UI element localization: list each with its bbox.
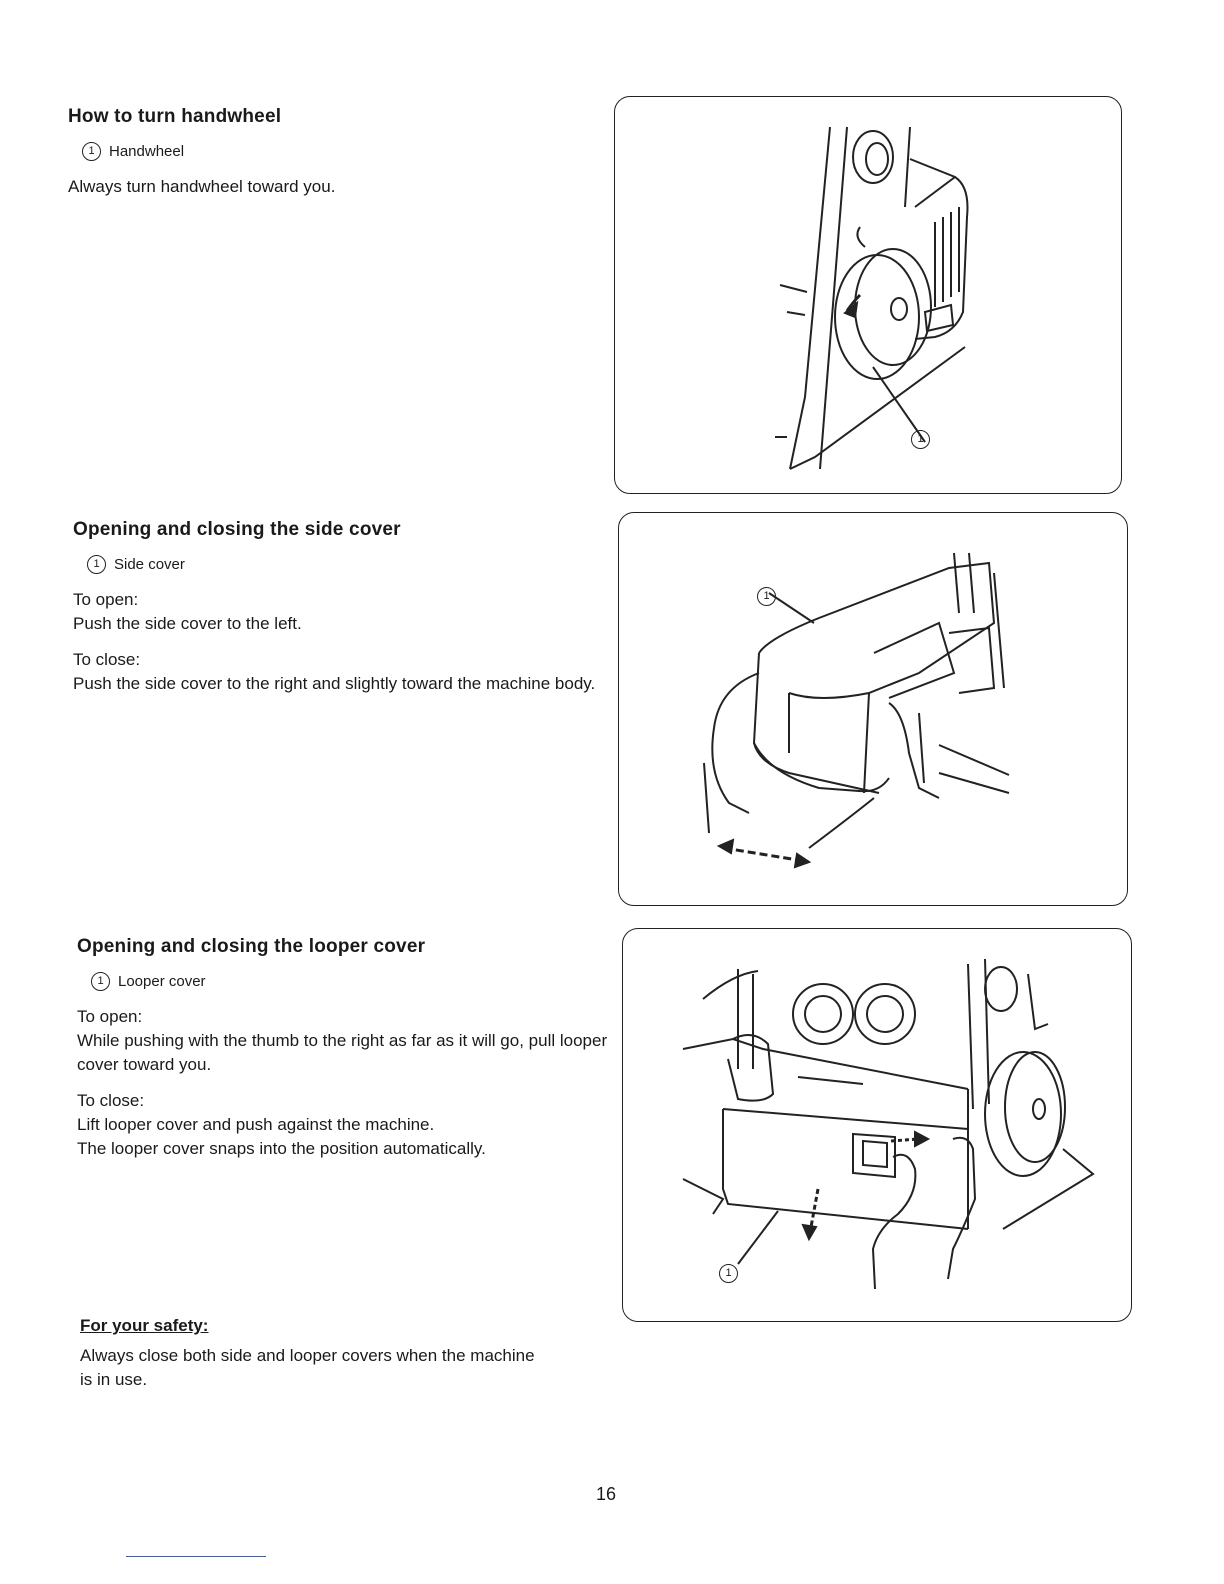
legend-number-1: 1 <box>91 972 110 991</box>
legend-label: Handwheel <box>109 143 185 160</box>
callout-1: 1 <box>757 587 776 606</box>
callout-1: 1 <box>719 1264 738 1283</box>
close-instruction: Lift looper cover and push against the machine. <box>77 1115 435 1134</box>
callout-1: 1 <box>911 430 930 449</box>
handwheel-instruction: Always turn handwheel toward you. <box>68 177 336 196</box>
side-cover-illustration <box>618 512 1128 906</box>
open-label: To open: <box>73 590 139 609</box>
footer-rule <box>126 1556 266 1557</box>
page-number: 16 <box>596 1484 617 1504</box>
open-instruction: While pushing with the thumb to the right as far as it will go, pull looper cover toward you. <box>77 1031 608 1074</box>
open-instruction: Push the side cover to the left. <box>73 614 302 633</box>
close-label: To close: <box>73 650 141 669</box>
looper-cover-heading: Opening and closing the looper cover <box>77 936 426 957</box>
legend-number-1: 1 <box>87 555 106 574</box>
safety-section <box>80 1316 620 1404</box>
close-instruction-2: The looper cover snaps into the position automatically. <box>77 1139 486 1158</box>
handwheel-section <box>68 106 608 211</box>
open-label: To open: <box>77 1007 143 1026</box>
legend-label: Side cover <box>114 556 185 573</box>
side-cover-legend <box>87 555 613 574</box>
close-label: To close: <box>77 1091 145 1110</box>
handwheel-legend <box>82 142 608 161</box>
safety-text: Always close both side and looper covers when the machine is in use. <box>80 1346 535 1389</box>
side-cover-heading: Opening and closing the side cover <box>73 519 401 540</box>
looper-cover-section <box>77 936 617 1173</box>
handwheel-heading: How to turn handwheel <box>68 106 282 127</box>
safety-heading: For your safety: <box>80 1316 209 1335</box>
side-cover-section <box>73 519 613 708</box>
legend-label: Looper cover <box>118 973 206 990</box>
looper-cover-illustration <box>622 928 1132 1322</box>
looper-cover-legend <box>91 972 617 991</box>
handwheel-illustration <box>614 96 1122 494</box>
legend-number-1: 1 <box>82 142 101 161</box>
close-instruction: Push the side cover to the right and slightly toward the machine body. <box>73 674 596 693</box>
